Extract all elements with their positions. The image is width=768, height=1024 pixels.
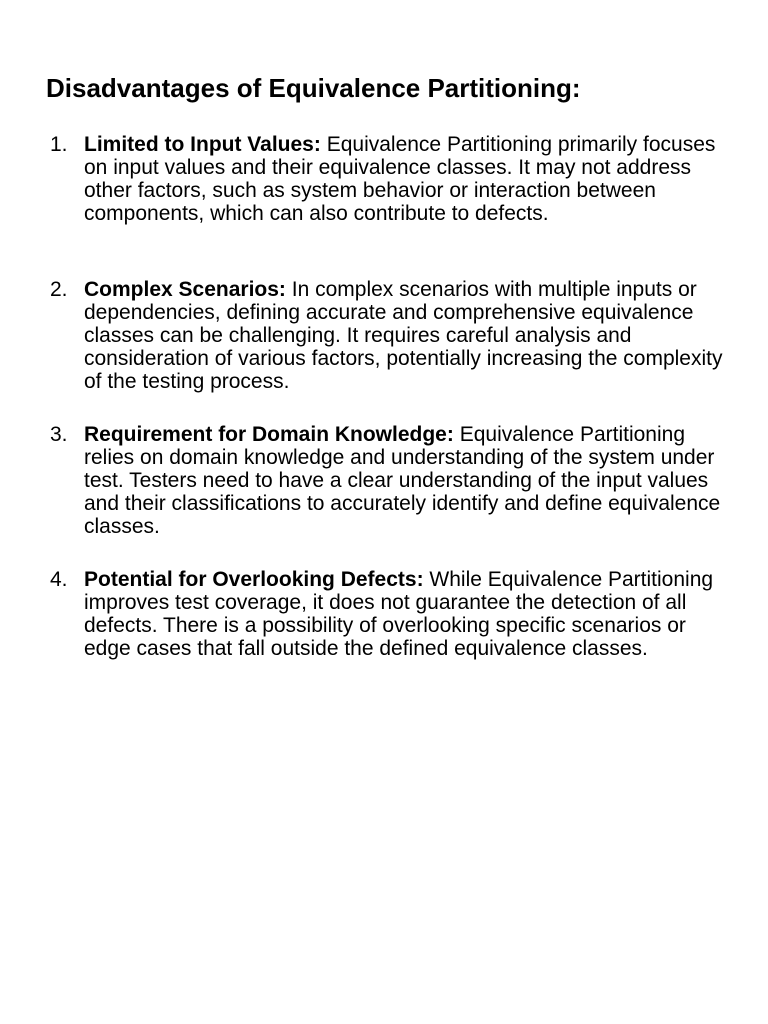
list-item-number: 4. <box>50 568 68 591</box>
list-item-heading: Complex Scenarios: <box>84 278 286 301</box>
list-item-heading: Requirement for Domain Knowledge: <box>84 423 454 446</box>
list-item-heading: Limited to Input Values: <box>84 133 321 156</box>
page-title: Disadvantages of Equivalence Partitioning: <box>46 73 581 103</box>
list-item-text: While Equivalence Partitioning improves test coverage, it does not guarantee the detection of all defects. There is a possibility of overlooking specific scenarios or edge cases that fall outside the defined equivalence classes. <box>84 568 714 660</box>
list-item-body <box>84 278 734 393</box>
list-item-number: 2. <box>50 278 68 301</box>
list-item-text: Equivalence Partitioning primarily focuses on input values and their equivalence classes. It may not address other factors, such as system behavior or interaction between components, which can also contribute to defects. <box>84 133 716 225</box>
list-item-body <box>84 133 734 225</box>
list-item-text: Equivalence Partitioning relies on domain knowledge and understanding of the system under test. Testers need to have a clear understanding of the input values and their classifications to accurately identify and define equivalence classes. <box>84 423 721 538</box>
list-item-number: 1. <box>50 133 68 156</box>
list-item-body <box>84 423 734 538</box>
list-item-heading: Potential for Overlooking Defects: <box>84 568 424 591</box>
list-item-number: 3. <box>50 423 68 446</box>
list-item-body <box>84 568 734 660</box>
list-item-text: In complex scenarios with multiple inputs or dependencies, defining accurate and comprehensive equivalence classes can be challenging. It requires careful analysis and consideration of various factors, potentially increasing the complexity of the testing process. <box>84 278 723 393</box>
